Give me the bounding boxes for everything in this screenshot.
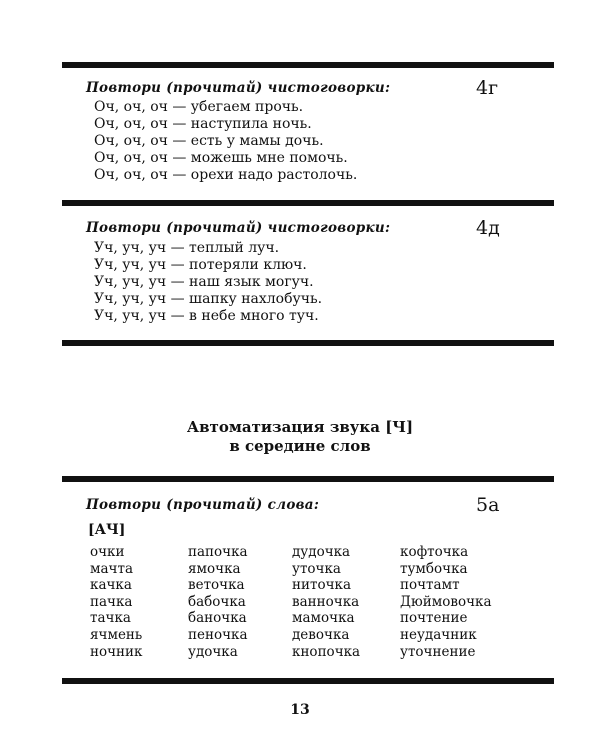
word: мачта [90,560,133,577]
bottom-rule-2 [62,340,554,346]
bottom-rule-3 [62,678,554,684]
word: веточка [188,577,245,594]
verse-line: Оч, оч, оч — есть у мамы дочь. [94,133,324,149]
verse-line: Оч, оч, оч — убегаем прочь. [94,99,304,115]
verse-line: Оч, оч, оч — наступила ночь. [94,116,312,132]
word: девочка [292,626,350,643]
word: кофточка [400,544,469,560]
verse-line: Оч, оч, оч — можешь мне помочь. [94,150,348,166]
block-4g-code: 4г [476,77,499,99]
word: ванночка [292,593,360,610]
top-rule-3 [62,476,554,482]
top-rule-1 [62,62,554,68]
verse-line: Уч, уч, уч — потеряли ключ. [94,257,307,273]
page-number: 13 [290,702,310,718]
word-column-4 [400,544,492,660]
block-5a-heading: Повтори (прочитай) слова: [86,497,320,513]
verse-line: Уч, уч, уч — шапку нахлобучь. [94,291,323,307]
word: удочка [188,643,238,660]
word: уточка [292,560,341,577]
word: ячмень [90,626,143,643]
word: ямочка [188,560,241,577]
word: бабочка [188,593,246,610]
word-column-1 [90,544,142,660]
block-4d-verse [94,240,322,325]
block-4g-heading: Повтори (прочитай) чистоговорки: [86,80,391,96]
block-4g-verse [94,99,357,184]
word: почтение [400,610,468,627]
block-4d-code: 4д [476,217,500,239]
word: кнопочка [292,643,361,660]
word: Дюймовочка [400,593,492,610]
verse-line: Уч, уч, уч — наш язык могуч. [94,274,314,290]
word: очки [90,544,125,560]
section-title-line2: в середине слов [229,437,371,455]
block-5a-code: 5а [476,494,500,516]
word: неудачник [400,626,477,643]
verse-line: Оч, оч, оч — орехи надо растолочь. [94,167,358,183]
word: папочка [188,544,248,560]
verse-line: Уч, уч, уч — теплый луч. [94,240,280,256]
word-column-3 [292,544,360,660]
word: дудочка [292,544,351,560]
section-title-line1: Автоматизация звука [Ч] [186,418,414,436]
verse-line: Уч, уч, уч — в небе много туч. [94,308,319,324]
word: баночка [188,610,247,627]
word: тумбочка [400,560,468,577]
block-4d-heading: Повтори (прочитай) чистоговорки: [86,220,391,236]
sound-label: [АЧ] [88,522,126,538]
word: уточнение [400,643,476,660]
word: ниточка [292,577,352,594]
word: тачка [90,610,131,627]
top-rule-2 [62,200,554,206]
word: почтамт [400,577,460,594]
word: мамочка [292,610,355,627]
word: ночник [90,643,143,660]
word: качка [90,577,132,594]
word-column-2 [188,544,248,660]
word: пачка [90,593,133,610]
word: пеночка [188,626,248,643]
